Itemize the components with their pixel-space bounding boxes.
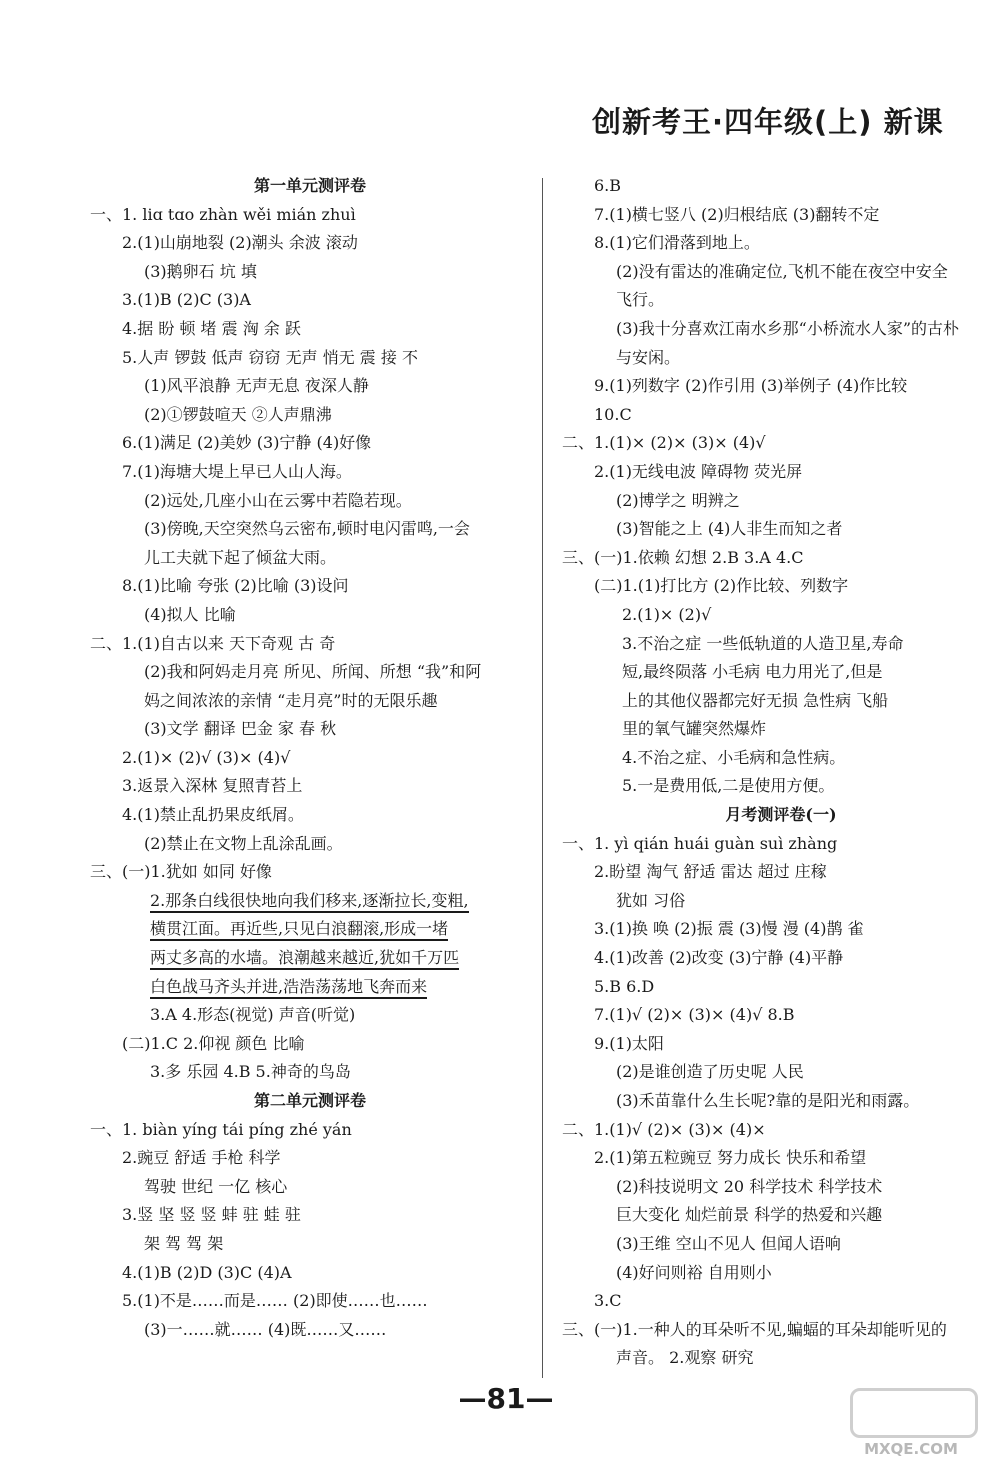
answer-text: 4.不治之症、小毛病和急性病。 (622, 747, 846, 767)
answer-line (562, 1344, 1000, 1373)
answer-text: (3)鹅卵石 坑 填 (144, 261, 257, 281)
section-heading (562, 801, 1000, 830)
answer-text: 3.不治之症 一些低轨道的人造卫星,寿命 (622, 633, 904, 653)
answer-text: (3)傍晚,天空突然乌云密布,顿时电闪雷鸣,一会 (144, 519, 470, 539)
answer-line (90, 458, 530, 487)
answer-text: 4.(1)B (2)D (3)C (4)A (122, 1262, 292, 1282)
answer-text: 短,最终陨落 小毛病 电力用光了,但是 (622, 662, 883, 682)
answer-text: 5.(1)不是……而是…… (2)即使……也…… (122, 1291, 428, 1311)
answer-text: 10.C (594, 404, 632, 424)
answer-text: 3.(1)B (2)C (3)A (122, 290, 251, 310)
answer-line (562, 172, 1000, 201)
section-heading (90, 172, 530, 201)
answer-text: 三、(一)1.依赖 幻想 2.B 3.A 4.C (562, 547, 804, 567)
answer-text: 5.B 6.D (594, 976, 655, 996)
answer-line (562, 1316, 1000, 1345)
answer-line (562, 915, 1000, 944)
watermark-logo (836, 1388, 986, 1458)
answer-line (90, 1173, 530, 1202)
answer-line (562, 630, 1000, 659)
answer-text: 2.(1)第五粒豌豆 努力成长 快乐和希望 (594, 1148, 867, 1168)
answer-line (562, 372, 1000, 401)
answer-line (90, 258, 530, 287)
answer-line (562, 258, 1000, 287)
answer-line (90, 687, 530, 716)
answer-line (562, 1230, 1000, 1259)
answer-text: 上的其他仪器都完好无损 急性病 飞船 (622, 690, 889, 710)
answer-line (90, 973, 530, 1002)
answer-text: (2)是谁创造了历史呢 人民 (616, 1062, 804, 1082)
answer-text: 6.(1)满足 (2)美妙 (3)宁静 (4)好像 (122, 433, 372, 453)
answer-text: 5.一是费用低,二是使用方便。 (622, 776, 835, 796)
answer-line (562, 1058, 1000, 1087)
answer-line (90, 744, 530, 773)
answer-line (90, 630, 530, 659)
answer-line (90, 572, 530, 601)
answer-line (562, 687, 1000, 716)
answer-line (562, 344, 1000, 373)
answer-text: 2.(1)无线电波 障碍物 荧光屏 (594, 461, 803, 481)
answer-text: 4.据 盼 顿 堵 震 洶 余 跃 (122, 318, 301, 338)
answer-line (90, 201, 530, 230)
answer-text: 与安闲。 (616, 347, 681, 367)
answer-line (90, 601, 530, 630)
answer-line (562, 887, 1000, 916)
answer-line (562, 201, 1000, 230)
answer-line (90, 887, 530, 916)
answer-line (90, 1058, 530, 1087)
answer-line (562, 1259, 1000, 1288)
answer-text: 飞行。 (616, 290, 665, 310)
answer-line (90, 515, 530, 544)
answer-line (562, 772, 1000, 801)
answer-text: (3)文学 翻译 巴金 家 春 秋 (144, 719, 337, 739)
answer-line (90, 1201, 530, 1230)
answer-text: 巨大变化 灿烂前景 科学的热爱和兴趣 (616, 1205, 883, 1225)
answer-line (90, 1287, 530, 1316)
answer-text: (1)风平浪静 无声无息 夜深人静 (144, 376, 369, 396)
answer-text: (2)我和阿妈走月亮 所见、所闻、所想 “我”和阿 (144, 662, 482, 682)
answer-line (562, 715, 1000, 744)
answer-text: 第二单元测评卷 (253, 1091, 366, 1110)
answer-line (90, 915, 530, 944)
section-heading (90, 1087, 530, 1116)
answer-text: 5.人声 锣鼓 低声 窃窃 无声 悄无 震 接 不 (122, 347, 418, 367)
answer-text: 3.(1)换 唤 (2)振 震 (3)慢 漫 (4)鹊 雀 (594, 919, 864, 939)
answer-text: 7.(1)横七竖八 (2)归根结底 (3)翻转不定 (594, 204, 880, 224)
answer-text: 一、1. biàn yíng tái píng zhé yán (90, 1119, 352, 1139)
answer-text: 2.豌豆 舒适 手枪 科学 (122, 1148, 281, 1168)
answer-text: 二、1.(1)√ (2)× (3)× (4)× (562, 1119, 766, 1139)
answer-text: 2.(1)× (2)√ (622, 604, 712, 624)
answer-text: 一、1. liɑ tɑo zhàn wěi mián zhuì (90, 204, 356, 224)
answer-text: 2.(1)山崩地裂 (2)潮头 余波 滚动 (122, 233, 358, 253)
answer-text: (4)好问则裕 自用则小 (616, 1262, 772, 1282)
answer-text: 8.(1)比喻 夸张 (2)比喻 (3)设问 (122, 576, 349, 596)
answer-text: 9.(1)列数字 (2)作引用 (3)举例子 (4)作比较 (594, 376, 908, 396)
answer-line (90, 858, 530, 887)
answer-line (90, 1030, 530, 1059)
answer-line (90, 286, 530, 315)
answer-line (562, 1001, 1000, 1030)
answer-line (90, 1316, 530, 1345)
answer-text: (2)没有雷达的准确定位,飞机不能在夜空中安全 (616, 261, 948, 281)
answer-line (562, 1030, 1000, 1059)
answer-text: 3.返景入深林 复照青苔上 (122, 776, 303, 796)
answer-text: (3)王维 空山不见人 但闻人语响 (616, 1233, 841, 1253)
answer-line (90, 372, 530, 401)
answer-line (562, 858, 1000, 887)
watermark-badge-icon (850, 1388, 978, 1438)
answer-text: (2)①锣鼓喧天 ②人声鼎沸 (144, 404, 332, 424)
answer-line (562, 1144, 1000, 1173)
answer-text: (4)拟人 比喻 (144, 604, 236, 624)
answer-text: 2.(1)× (2)√ (3)× (4)√ (122, 747, 291, 767)
left-answer-column (90, 172, 530, 1344)
answer-line (562, 401, 1000, 430)
watermark-text: MXQE.COM (864, 1440, 958, 1458)
answer-text: 驾驶 世纪 一亿 核心 (144, 1176, 288, 1196)
answer-text: 第一单元测评卷 (253, 176, 366, 195)
answer-text: 妈之间浓浓的亲情 “走月亮”时的无限乐趣 (144, 690, 438, 710)
answer-text: 声音。 2.观察 研究 (616, 1348, 754, 1368)
answer-line (90, 315, 530, 344)
answer-line (562, 286, 1000, 315)
answer-line (90, 830, 530, 859)
answer-text: 4.(1)改善 (2)改变 (3)宁静 (4)平静 (594, 948, 844, 968)
answer-text: 7.(1)√ (2)× (3)× (4)√ 8.B (594, 1005, 795, 1025)
answer-text: 横贯江面。再近些,只见白浪翻滚,形成一堵 (150, 919, 448, 941)
answer-text: 3.A 4.形态(视觉) 声音(听觉) (150, 1005, 356, 1025)
answer-text: (3)一……就…… (4)既……又…… (144, 1319, 387, 1339)
answer-text: 三、(一)1.犹如 如同 好像 (90, 862, 272, 882)
answer-text: 4.(1)禁止乱扔果皮纸屑。 (122, 805, 304, 825)
answer-line (562, 429, 1000, 458)
answer-line (562, 229, 1000, 258)
column-divider (542, 178, 543, 1378)
answer-text: 9.(1)太阳 (594, 1033, 664, 1053)
answer-text: 一、1. yì qián huái guàn suì zhàng (562, 833, 838, 853)
answer-line (90, 772, 530, 801)
answer-line (562, 1116, 1000, 1145)
answer-line (90, 429, 530, 458)
answer-text: (二)1.(1)打比方 (2)作比较、列数字 (594, 576, 849, 596)
answer-text: 8.(1)它们滑落到地上。 (594, 233, 760, 253)
answer-text: 3.C (594, 1291, 622, 1311)
answer-line (562, 658, 1000, 687)
right-answer-column (562, 172, 1000, 1373)
answer-text: 白色战马齐头并进,浩浩荡荡地飞奔而来 (150, 977, 427, 999)
answer-text: 7.(1)海塘大堤上早已人山人海。 (122, 461, 352, 481)
answer-line (90, 1116, 530, 1145)
answer-text: (2)科技说明文 20 科学技术 科学技术 (616, 1176, 883, 1196)
answer-line (90, 658, 530, 687)
answer-line (562, 973, 1000, 1002)
answer-line (562, 744, 1000, 773)
answer-text: 二、1.(1)自古以来 天下奇观 古 奇 (90, 633, 336, 653)
answer-text: (3)我十分喜欢江南水乡那“小桥流水人家”的古朴 (616, 318, 960, 338)
answer-text: 架 驾 驾 架 (144, 1233, 224, 1253)
answer-line (90, 1144, 530, 1173)
answer-line (562, 458, 1000, 487)
answer-text: (2)禁止在文物上乱涂乱画。 (144, 833, 343, 853)
answer-text: 2.盼望 淘气 舒适 雷达 超过 庄稼 (594, 862, 827, 882)
answer-text: 3.竖 坚 竖 竖 蚌 驻 蛙 驻 (122, 1205, 301, 1225)
answer-line (562, 572, 1000, 601)
answer-text: (2)博学之 明辨之 (616, 490, 740, 510)
answer-line (90, 944, 530, 973)
answer-text: 三、(一)1.一种人的耳朵听不见,蝙蝠的耳朵却能听见的 (562, 1319, 947, 1339)
answer-line (90, 1259, 530, 1288)
answer-text: (3)智能之上 (4)人非生而知之者 (616, 519, 843, 539)
answer-text: 6.B (594, 176, 622, 195)
answer-text: 两丈多高的水墙。浪潮越来越近,犹如千万匹 (150, 948, 459, 970)
answer-line (562, 1087, 1000, 1116)
answer-line (90, 229, 530, 258)
answer-line (562, 1201, 1000, 1230)
answer-line (562, 515, 1000, 544)
answer-text: 二、1.(1)× (2)× (3)× (4)√ (562, 433, 766, 453)
book-title: 创新考王·四年级(上) 新课 (592, 105, 944, 139)
answer-text: (二)1.C 2.仰视 颜色 比喻 (122, 1033, 305, 1053)
answer-line (90, 344, 530, 373)
answer-text: 儿工夫就下起了倾盆大雨。 (144, 547, 337, 567)
answer-line (90, 401, 530, 430)
answer-line (90, 1230, 530, 1259)
answer-text: (3)禾苗靠什么生长呢?靠的是阳光和雨露。 (616, 1091, 920, 1110)
answer-line (562, 487, 1000, 516)
answer-line (562, 1173, 1000, 1202)
answer-line (90, 544, 530, 573)
answer-text: (2)远处,几座小山在云雾中若隐若现。 (144, 490, 412, 510)
answer-line (562, 544, 1000, 573)
answer-line (562, 315, 1000, 344)
answer-text: 2.那条白线很快地向我们移来,逐渐拉长,变粗, (150, 891, 469, 913)
answer-line (562, 830, 1000, 859)
answer-line (90, 487, 530, 516)
answer-line (562, 601, 1000, 630)
answer-text: 犹如 习俗 (616, 890, 686, 910)
answer-line (562, 944, 1000, 973)
answer-line (90, 1001, 530, 1030)
answer-line (562, 1287, 1000, 1316)
answer-text: 月考测评卷(一) (725, 805, 837, 825)
answer-line (90, 801, 530, 830)
answer-text: 里的氧气罐突然爆炸 (622, 719, 767, 739)
answer-text: 3.多 乐园 4.B 5.神奇的鸟岛 (150, 1062, 351, 1082)
page-number: —81— (458, 1382, 554, 1415)
answer-line (90, 715, 530, 744)
